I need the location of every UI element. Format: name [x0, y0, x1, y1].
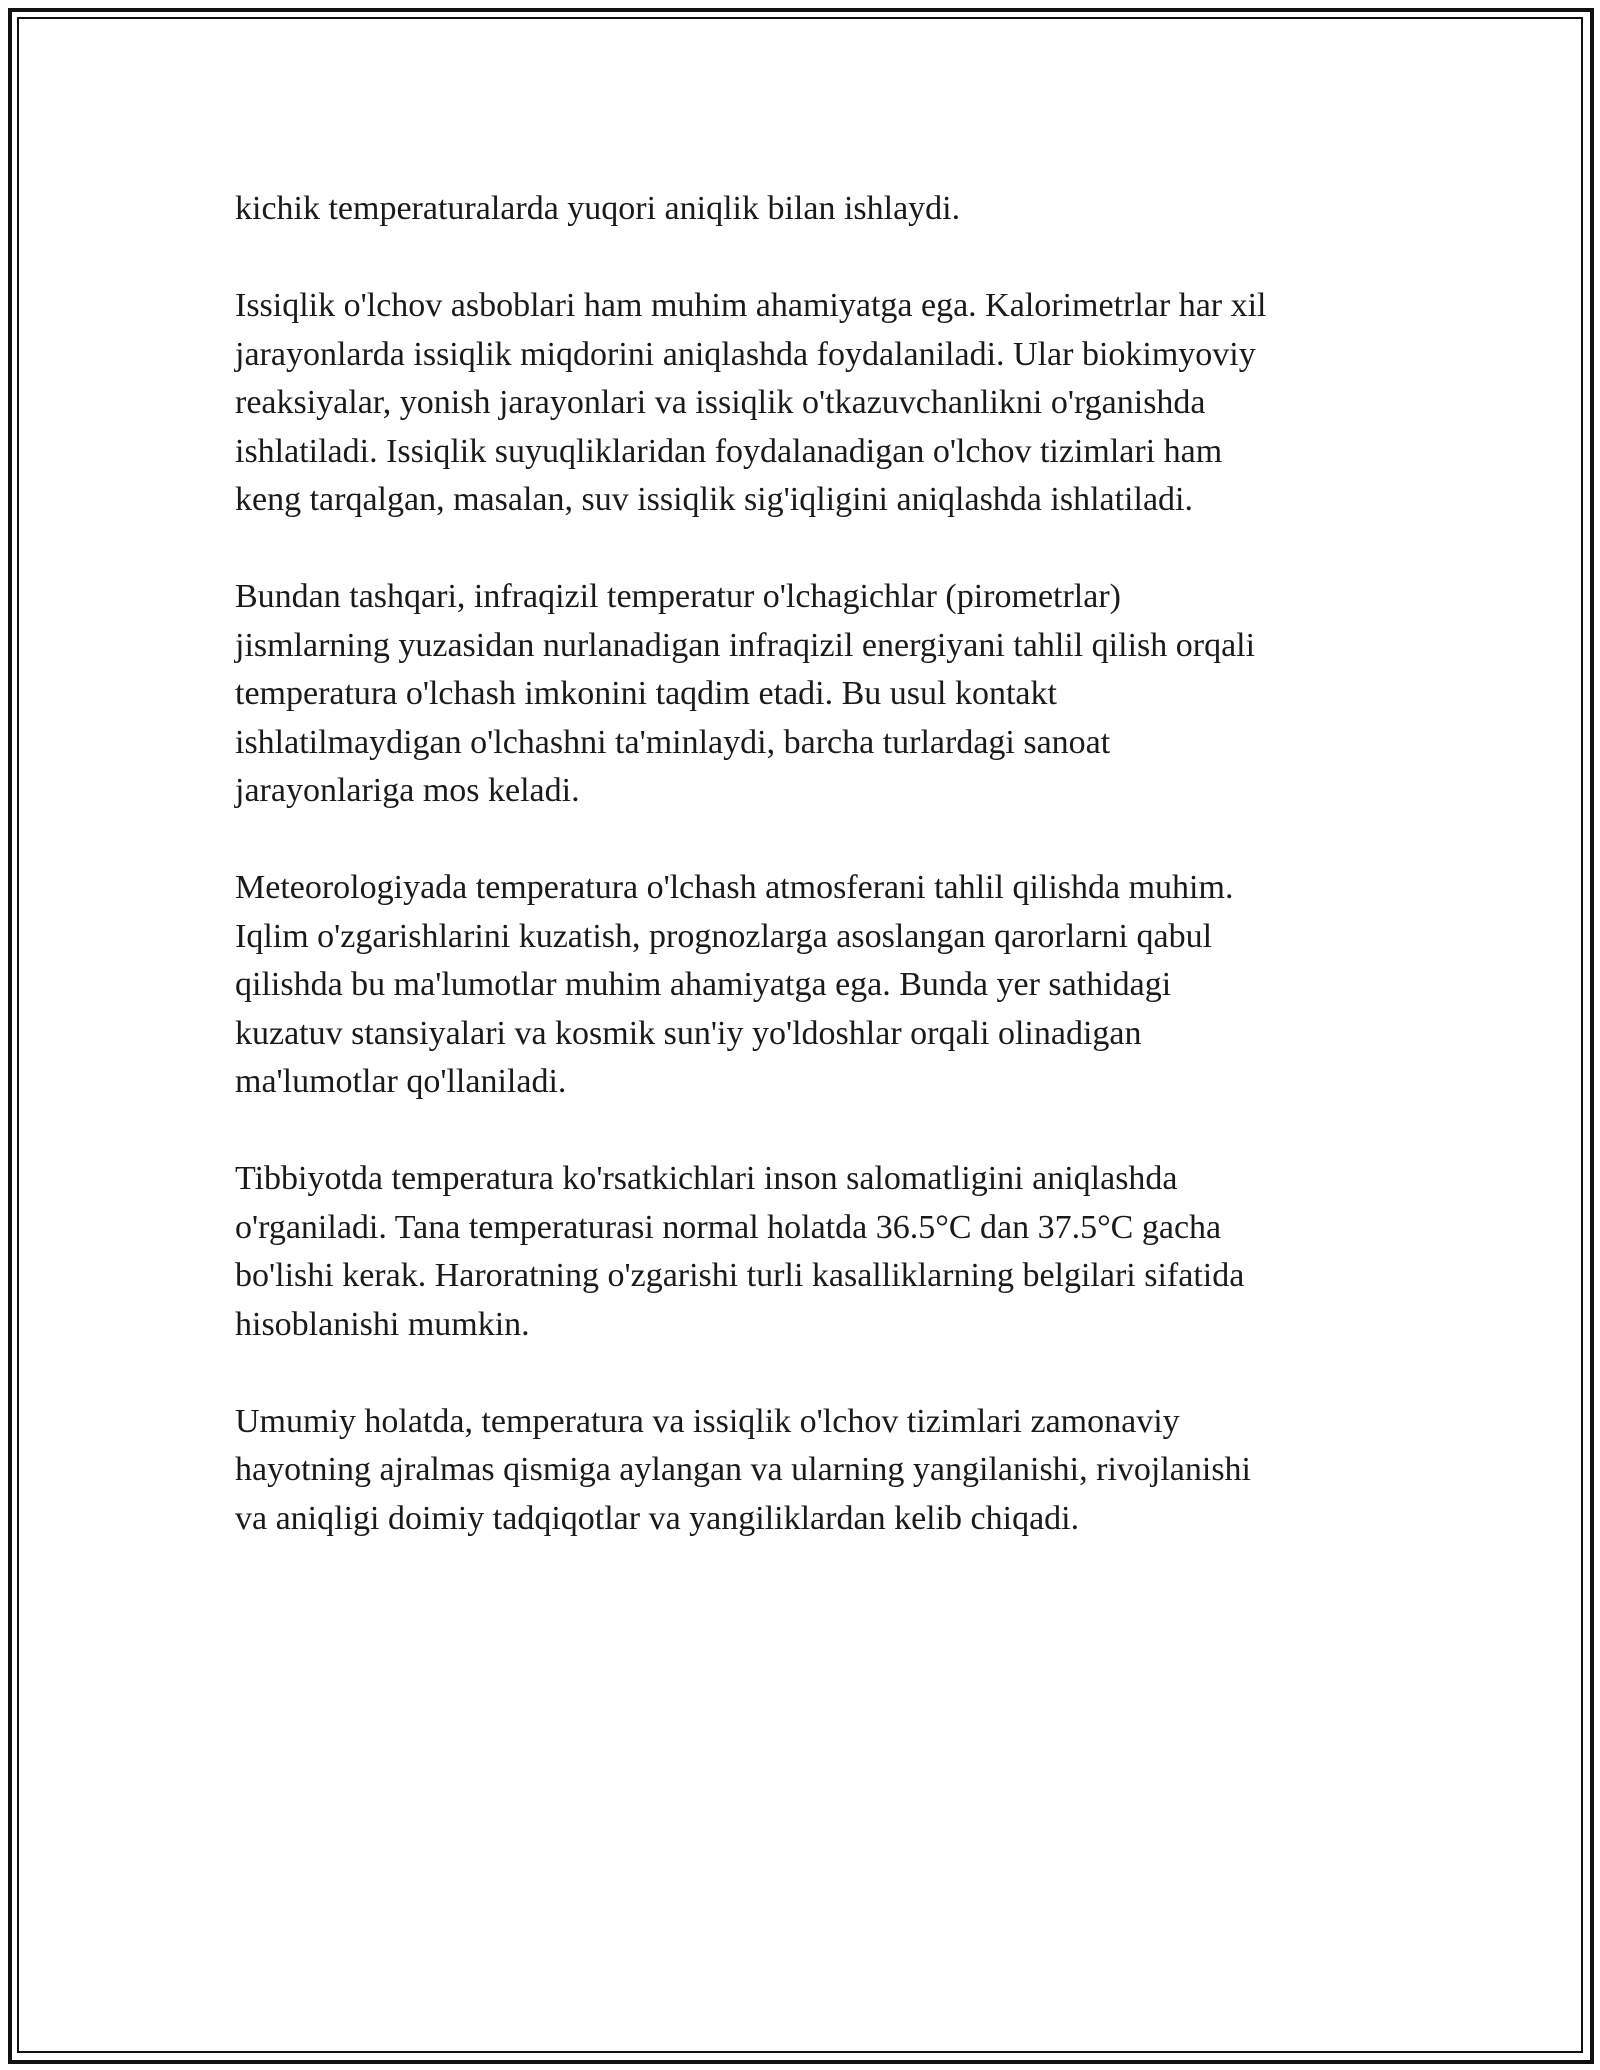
document-body: [235, 185, 1375, 1592]
text-line: va aniqligi doimiy tadqiqotlar va yangiliklardan kelib chiqadi.: [235, 1499, 1080, 1537]
text-line: temperatura o'lchash imkonini taqdim etadi. Bu usul kontakt: [235, 675, 1057, 712]
text-line: jarayonlarda issiqlik miqdorini aniqlashda foydalaniladi. Ular biokimyoviy: [235, 335, 1256, 373]
paragraph-pyrometers: [235, 573, 1375, 816]
text-line: qilishda bu ma'lumotlar muhim ahamiyatga ega. Bunda yer sathidagi: [235, 966, 1172, 1003]
paragraph-meteorology: [235, 864, 1375, 1107]
text-line: Issiqlik o'lchov asboblari ham muhim ahamiyatga ega. Kalorimetrlar har xil: [235, 287, 1267, 324]
text-line: keng tarqalgan, masalan, suv issiqlik sig'iqligini aniqlashda ishlatiladi.: [235, 481, 1193, 518]
text-line: kichik temperaturalarda yuqori aniqlik bilan ishlaydi.: [235, 190, 961, 227]
text-line: Iqlim o'zgarishlarini kuzatish, prognozlarga asoslangan qarorlarni qabul: [235, 917, 1213, 955]
text-line: Bundan tashqari, infraqizil temperatur o'lchagichlar (pirometrlar): [235, 578, 1121, 615]
text-line: Umumiy holatda, temperatura va issiqlik o'lchov tizimlari zamonaviy: [235, 1402, 1180, 1440]
text-line: Tibbiyotda temperatura ko'rsatkichlari inson salomatligini aniqlashda: [235, 1160, 1178, 1197]
paragraph-conclusion: [235, 1398, 1375, 1544]
paragraph-heat-instruments: [235, 282, 1375, 525]
text-line: hisoblanishi mumkin.: [235, 1305, 530, 1343]
text-line: jismlarning yuzasidan nurlanadigan infraqizil energiyani tahlil qilish orqali: [235, 626, 1256, 664]
text-line: jarayonlariga mos keladi.: [235, 772, 580, 809]
text-line: ishlatiladi. Issiqlik suyuqliklaridan foydalanadigan o'lchov tizimlari ham: [235, 432, 1223, 470]
text-line: kuzatuv stansiyalari va kosmik sun'iy yo'ldoshlar orqali olinadigan: [235, 1014, 1142, 1052]
text-line: ishlatilmaydigan o'lchashni ta'minlaydi, barcha turlardagi sanoat: [235, 723, 1111, 761]
text-line: reaksiyalar, yonish jarayonlari va issiqlik o'tkazuvchanlikni o'rganishda: [235, 384, 1206, 421]
paragraph-medicine: [235, 1155, 1375, 1349]
text-line: ma'lumotlar qo'llaniladi.: [235, 1063, 567, 1100]
text-line: o'rganiladi. Tana temperaturasi normal holatda 36.5°C dan 37.5°C gacha: [235, 1208, 1222, 1246]
text-line: bo'lishi kerak. Haroratning o'zgarishi turli kasalliklarning belgilari sifatida: [235, 1257, 1245, 1294]
text-line: Meteorologiyada temperatura o'lchash atmosferani tahlil qilishda muhim.: [235, 869, 1234, 906]
text-line: hayotning ajralmas qismiga aylangan va ularning yangilanishi, rivojlanishi: [235, 1451, 1251, 1488]
paragraph-continuation: [235, 185, 1375, 234]
